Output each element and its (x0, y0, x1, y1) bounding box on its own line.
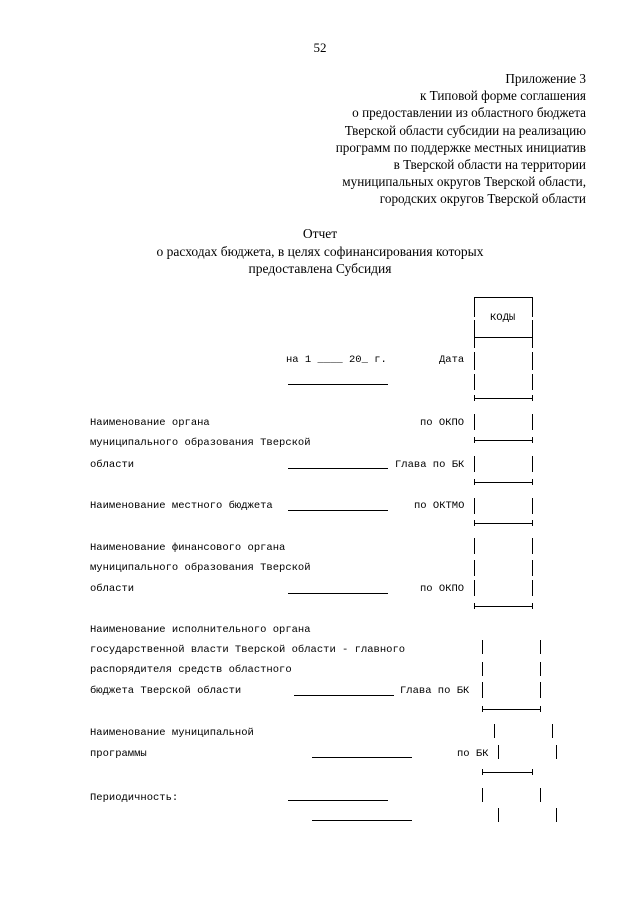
codes-row-divider (474, 440, 532, 441)
codes-cell-border (498, 745, 499, 759)
annex-line: к Типовой форме соглашения (419, 88, 586, 104)
codes-cell-border (532, 456, 533, 472)
codes-cell-border (474, 538, 475, 554)
codes-cell-border (474, 352, 475, 370)
report-subtitle-line: предоставлена Субсидия (248, 261, 392, 276)
codes-row-divider (474, 606, 532, 607)
codes-tick (474, 479, 475, 485)
codes-cell-border (498, 808, 499, 822)
report-subtitle-line: о расходах бюджета, в целях софинансирования которых (156, 243, 484, 259)
annex-line: программ по поддержке местных инициатив (335, 139, 586, 155)
codes-row-divider (474, 337, 532, 338)
codes-cell-border (540, 788, 541, 802)
codes-cell-border (474, 374, 475, 390)
codes-tick (532, 769, 533, 775)
codes-cell-border (482, 682, 483, 698)
exec-code: Глава по БК (400, 685, 470, 697)
program-label-line: Наименование муниципальной (90, 727, 254, 739)
codes-cell-border (474, 580, 475, 596)
codes-tick (532, 520, 533, 526)
annex-line: Тверской области субсидии на реализацию (344, 122, 586, 138)
exec-label-line: распорядителя средств областного (90, 664, 292, 676)
date-line: на 1 ____ 20_ г. (286, 354, 387, 366)
codes-border (532, 320, 533, 348)
codes-tick (474, 395, 475, 401)
codes-row-divider (482, 772, 532, 773)
annex-line: муниципальных округов Тверской области, (342, 174, 586, 190)
annex-line: Приложение 3 (505, 71, 586, 86)
codes-tick (474, 603, 475, 609)
codes-row-divider (482, 709, 540, 710)
codes-cell-border (532, 374, 533, 390)
codes-tick (482, 706, 483, 712)
codes-tick (482, 769, 483, 775)
budget-fill-line[interactable] (288, 510, 388, 511)
org-code-bk: Глава по БК (395, 459, 465, 471)
codes-row-divider (474, 482, 532, 483)
fin-label-line: Наименование финансового органа (90, 542, 286, 554)
codes-top-border (474, 297, 532, 298)
codes-border (474, 320, 475, 348)
date-label: Дата (439, 354, 465, 366)
exec-fill-line[interactable] (294, 695, 394, 696)
codes-cell-border (482, 640, 483, 654)
annex-line: в Тверской области на территории (393, 157, 586, 173)
budget-code: по ОКТМО (414, 500, 465, 512)
codes-tick (532, 603, 533, 609)
codes-tick (532, 437, 533, 443)
codes-header: КОДЫ (490, 312, 516, 324)
annex-line: городских округов Тверской области (379, 191, 586, 207)
codes-cell-border (556, 808, 557, 822)
codes-cell-border (532, 414, 533, 430)
codes-cell-border (540, 662, 541, 676)
codes-cell-border (474, 560, 475, 576)
date-fill-line[interactable] (288, 384, 388, 385)
codes-cell-border (482, 662, 483, 676)
exec-label-line: бюджета Тверской области (90, 685, 242, 697)
annex-line: о предоставлении из областного бюджета (352, 105, 586, 121)
report-title: Отчет (302, 226, 338, 241)
periodicity-fill-line[interactable] (288, 800, 388, 801)
codes-cell-border (556, 745, 557, 759)
program-code: по БК (457, 748, 489, 760)
codes-cell-border (532, 498, 533, 514)
codes-cell-border (474, 498, 475, 514)
codes-row-divider (474, 398, 532, 399)
codes-cell-border (474, 414, 475, 430)
org-code-okpo: по ОКПО (420, 417, 465, 429)
fin-code: по ОКПО (420, 583, 465, 595)
codes-cell-border (552, 724, 553, 738)
codes-tick (540, 706, 541, 712)
periodicity-label: Периодичность: (90, 792, 179, 804)
org-label-line: области (90, 459, 135, 471)
codes-tick (474, 520, 475, 526)
fin-label-line: муниципального образования Тверской (90, 562, 311, 574)
codes-cell-border (474, 456, 475, 472)
codes-row-divider (474, 523, 532, 524)
codes-tick (474, 437, 475, 443)
codes-cell-border (532, 352, 533, 370)
report-title-block (0, 225, 640, 278)
fin-label-line: области (90, 583, 135, 595)
annex-header (186, 70, 586, 208)
program-fill-line[interactable] (312, 757, 412, 758)
codes-cell-border (532, 560, 533, 576)
codes-cell-border (540, 640, 541, 654)
codes-tick (532, 395, 533, 401)
codes-cell-border (494, 724, 495, 738)
fin-fill-line[interactable] (288, 593, 388, 594)
codes-border (474, 297, 475, 317)
program-label-line: программы (90, 748, 147, 760)
codes-cell-border (532, 538, 533, 554)
codes-cell-border (540, 682, 541, 698)
codes-tick (532, 479, 533, 485)
org-label-line: Наименование органа (90, 417, 210, 429)
exec-label-line: государственной власти Тверской области - главного (90, 644, 406, 656)
codes-cell-border (532, 580, 533, 596)
codes-border (532, 297, 533, 317)
page-number: 52 (313, 40, 327, 55)
budget-label: Наименование местного бюджета (90, 500, 273, 512)
org-fill-line[interactable] (288, 468, 388, 469)
org-label-line: муниципального образования Тверской (90, 437, 311, 449)
extra-fill-line[interactable] (312, 820, 412, 821)
codes-cell-border (482, 788, 483, 802)
exec-label-line: Наименование исполнительного органа (90, 624, 311, 636)
